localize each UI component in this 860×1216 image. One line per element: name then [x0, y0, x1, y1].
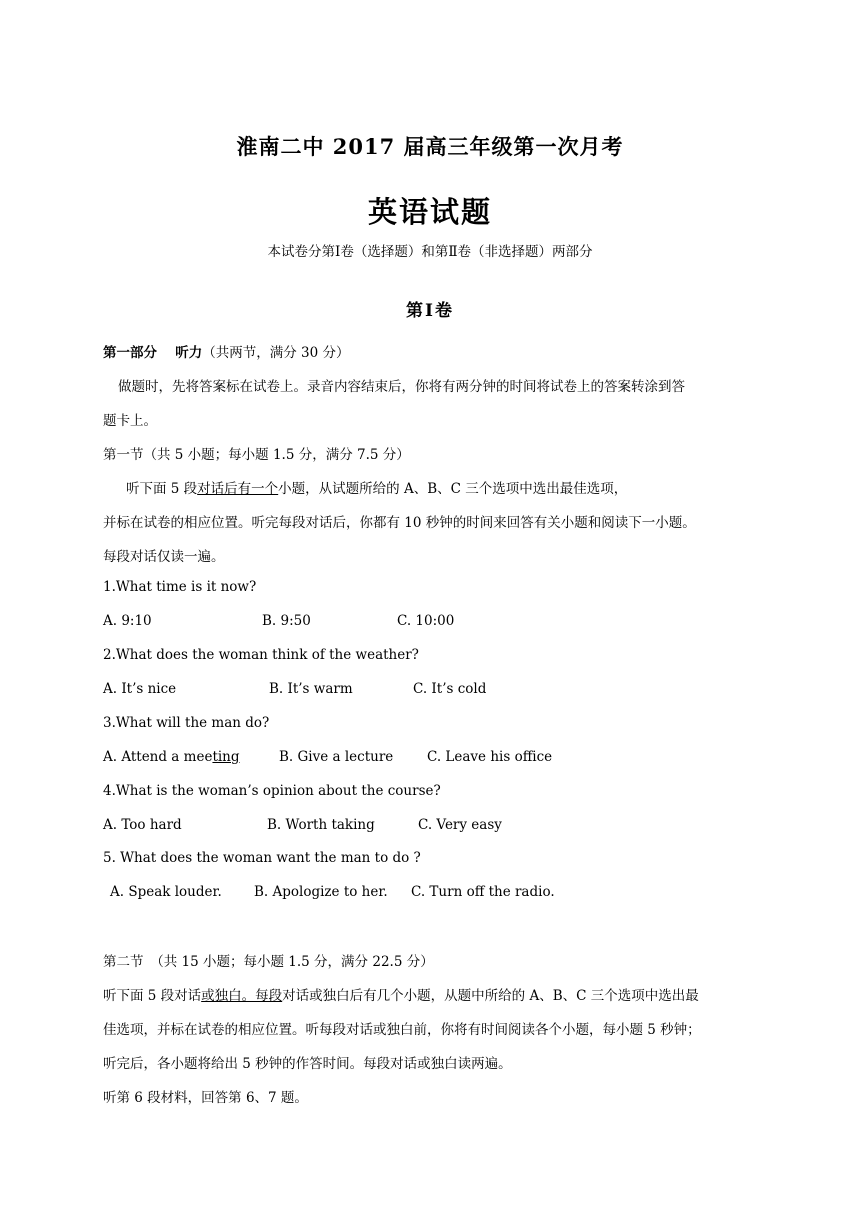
- section2-instruction-line3: 听完后，各小题将给出 5 秒钟的作答时间。每段对话或独白读两遍。: [103, 1056, 512, 1072]
- q1-option-a: A. 9:10: [103, 613, 152, 629]
- school-exam-title: 淮南二中 2017 届高三年级第一次月考: [236, 134, 624, 159]
- section2-instr-text-b: 对话或独白后有几个小题，从题中所给的 A、B、C 三个选项中选出最: [282, 988, 699, 1004]
- section2-instruction-line1: [103, 984, 699, 1004]
- q4-option-c: C. Very easy: [418, 817, 502, 833]
- question-1: 1.What time is it now?: [103, 579, 257, 595]
- question-2: 2.What does the woman think of the weather?: [103, 647, 419, 663]
- q1-option-c: C. 10:00: [397, 613, 455, 629]
- q2-option-a: A. It’s nice: [103, 681, 177, 697]
- section1-heading: 第一节（共 5 小题；每小题 1.5 分，满分 7.5 分）: [103, 447, 410, 463]
- q2-option-b: B. It’s warm: [269, 681, 353, 697]
- q4-option-a: A. Too hard: [103, 817, 182, 833]
- section1-instr-text-a: 听下面 5 段: [126, 481, 198, 497]
- part1-heading-rest: （共两节，满分 30 分）: [202, 345, 350, 361]
- question-3: 3.What will the man do?: [103, 715, 270, 731]
- section1-instr-underlined: 对话后有一个: [197, 481, 279, 497]
- section2-instr-text-a: 听下面 5 段对话: [103, 988, 202, 1004]
- volume-heading: 第Ⅰ卷: [406, 301, 454, 321]
- q3-option-a-text: A. Attend a mee: [103, 749, 213, 765]
- section1-instruction-line1: [126, 477, 627, 497]
- part1-heading: [103, 341, 349, 361]
- section2-heading: 第二节 （共 15 小题；每小题 1.5 分，满分 22.5 分）: [103, 954, 434, 970]
- subject-title: 英语试题: [367, 195, 492, 229]
- section2-instruction-line2: 佳选项，并标在试卷的相应位置。听每段对话或独白前，你将有时间阅读各个小题，每小题 5 秒钟；: [103, 1022, 701, 1038]
- part1-intro-line1: 做题时，先将答案标在试卷上。录音内容结束后，你将有两分钟的时间将试卷上的答案转涂到答: [118, 379, 685, 395]
- q4-option-b: B. Worth taking: [267, 817, 375, 833]
- q3-option-a: [103, 749, 240, 765]
- section2-instr-underlined: 或独白。每段: [201, 988, 283, 1004]
- question-4: 4.What is the woman’s opinion about the course?: [103, 783, 441, 799]
- q2-option-c: C. It’s cold: [413, 681, 487, 697]
- section1-instr-text-b: 小题，从试题所给的 A、B、C 三个选项中选出最佳选项，: [278, 481, 628, 497]
- exam-subtitle: 本试卷分第Ⅰ卷（选择题）和第Ⅱ卷（非选择题）两部分: [267, 244, 593, 260]
- q3-option-c: C. Leave his office: [427, 749, 553, 765]
- section1-instruction-line3: 每段对话仅读一遍。: [103, 549, 225, 565]
- part1-heading-bold: 第一部分 听力: [103, 345, 203, 361]
- q5-option-a: A. Speak louder.: [110, 884, 222, 900]
- q5-option-b: B. Apologize to her.: [254, 884, 388, 900]
- section1-instruction-line2: 并标在试卷的相应位置。听完每段对话后，你都有 10 秒钟的时间来回答有关小题和阅读下一小题。: [103, 515, 696, 531]
- q5-option-c: C. Turn off the radio.: [411, 884, 555, 900]
- q3-option-b: B. Give a lecture: [279, 749, 394, 765]
- question-5: 5. What does the woman want the man to do ?: [103, 850, 421, 866]
- part1-intro-line2: 题卡上。: [103, 413, 157, 429]
- material-6-heading: 听第 6 段材料，回答第 6、7 题。: [103, 1090, 308, 1106]
- q3-option-a-underlined: ting: [212, 749, 240, 765]
- q1-option-b: B. 9:50: [262, 613, 311, 629]
